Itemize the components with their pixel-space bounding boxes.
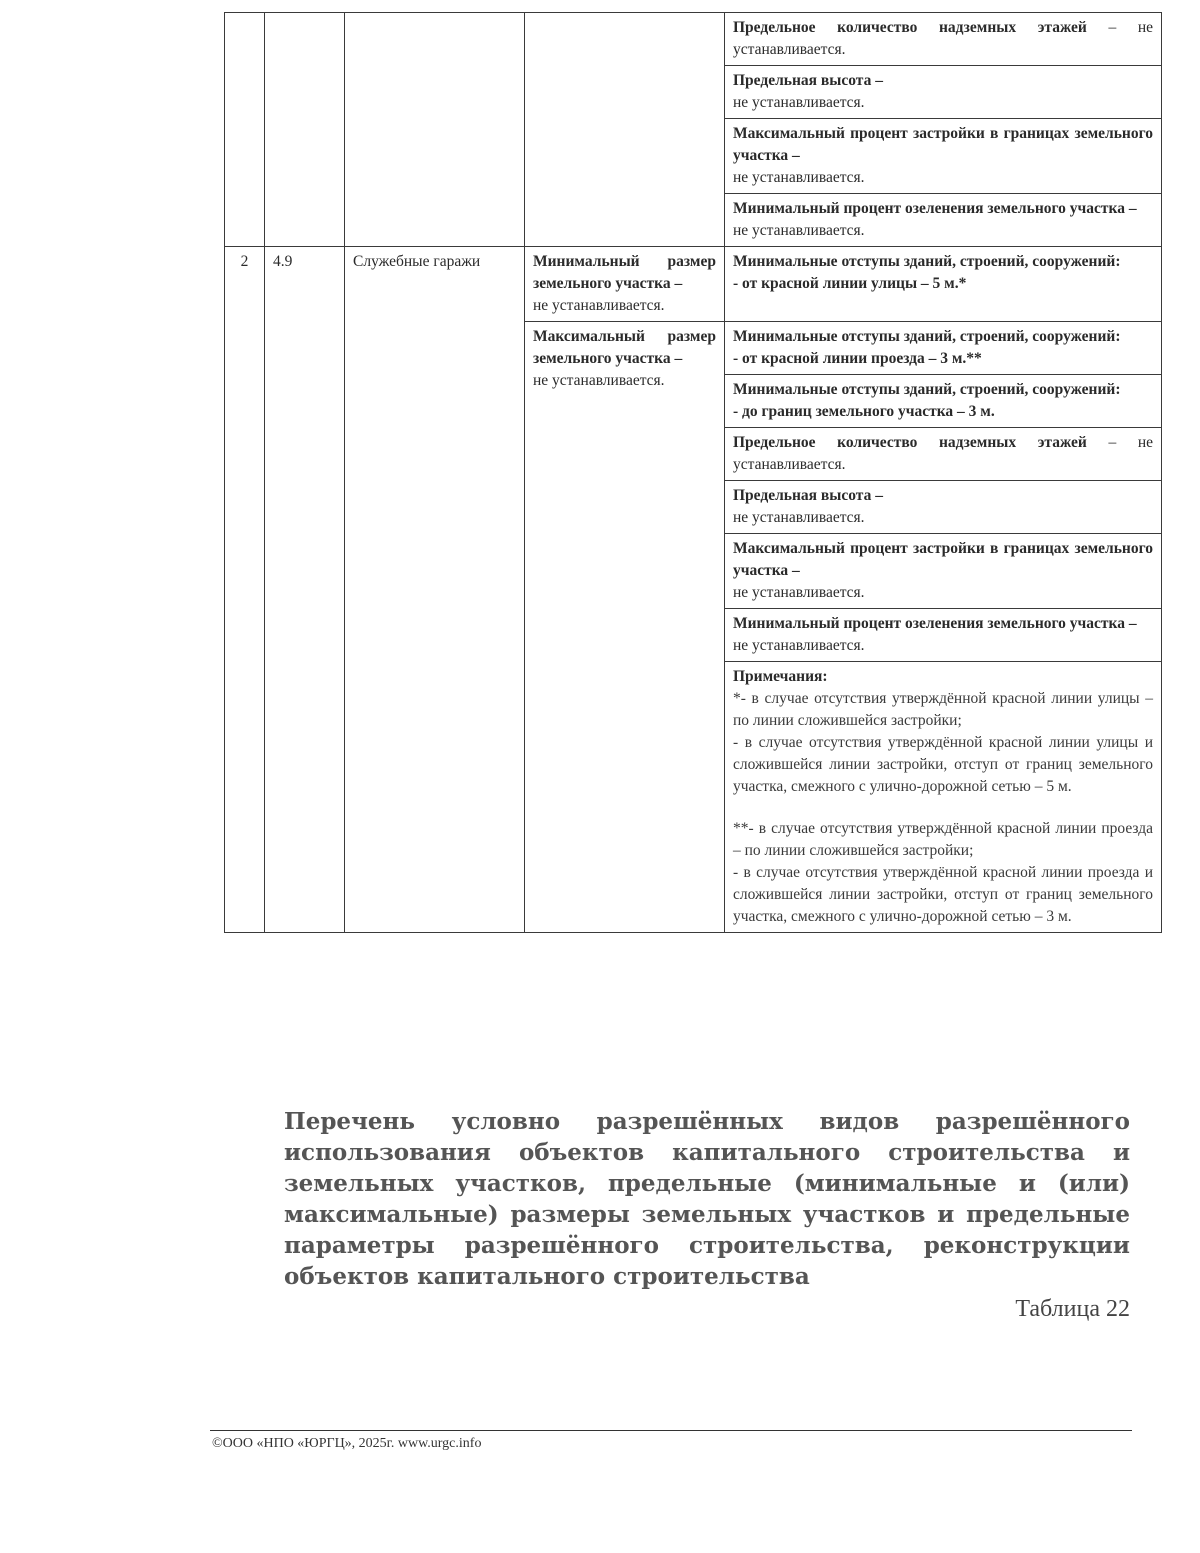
param-cell: Максимальный процент застройки в границах земельного участка – не устанавливается. bbox=[725, 119, 1162, 194]
row-code: 4.9 bbox=[265, 247, 345, 933]
max-size-cell: Максимальный размер земельного участка – не устанавливается. bbox=[525, 322, 725, 933]
param-cell: Минимальный процент озеленения земельного участка – не устанавливается. bbox=[725, 194, 1162, 247]
param-cell: Предельная высота – не устанавливается. bbox=[725, 481, 1162, 534]
note-paragraph: **- в случае отсутствия утверждённой красной линии проезда – по линии сложившейся застройки; bbox=[733, 820, 1153, 859]
param-cell: Минимальные отступы зданий, строений, сооружений: - от красной линии улицы – 5 м.* bbox=[725, 247, 1162, 322]
note-paragraph: - в случае отсутствия утверждённой красной линии улицы и сложившейся линии застройки, отступ от границ земельного участка, смежного с улично-дорожной сетью – 5 м. bbox=[733, 734, 1153, 795]
param-cell: Минимальные отступы зданий, строений, сооружений: - до границ земельного участка – 3 м. bbox=[725, 375, 1162, 428]
param-cell: Минимальные отступы зданий, строений, сооружений: - от красной линии проезда – 3 м.** bbox=[725, 322, 1162, 375]
param-cell: Предельное количество надземных этажей – не устанавливается. bbox=[725, 13, 1162, 66]
cell-name-empty bbox=[345, 13, 525, 247]
footer-divider bbox=[210, 1430, 1132, 1431]
cell-num-empty bbox=[225, 13, 265, 247]
notes-title: Примечания: bbox=[733, 668, 828, 685]
table-row bbox=[225, 13, 1162, 66]
regulations-table bbox=[224, 12, 1162, 933]
section-heading: Перечень условно разрешённых видов разрешённого использования объектов капитального строительства и земельных участков, предельные (минимальные и (или) максимальные) размеры земельных участков и предельные параметры разрешённого строительства, реконструкции объектов капитального строительства bbox=[284, 1108, 1130, 1290]
cell-code-empty bbox=[265, 13, 345, 247]
table-number-label: Таблица 22 bbox=[1015, 1296, 1130, 1322]
table-row bbox=[225, 247, 1162, 322]
note-paragraph: - в случае отсутствия утверждённой красной линии проезда и сложившейся линии застройки, отступ от границ земельного участка, смежного с улично-дорожной сетью – 3 м. bbox=[733, 864, 1153, 925]
param-cell: Минимальный процент озеленения земельного участка – не устанавливается. bbox=[725, 609, 1162, 662]
min-size-cell: Минимальный размер земельного участка – не устанавливается. bbox=[525, 247, 725, 322]
row-number: 2 bbox=[225, 247, 265, 933]
footer-copyright: ©ООО «НПО «ЮРГЦ», 2025г. www.urgc.info bbox=[212, 1436, 482, 1451]
row-use-name: Служебные гаражи bbox=[345, 247, 525, 933]
notes-cell bbox=[725, 662, 1162, 933]
note-paragraph: *- в случае отсутствия утверждённой красной линии улицы – по линии сложившейся застройки; bbox=[733, 690, 1153, 729]
param-cell: Предельное количество надземных этажей – не устанавливается. bbox=[725, 428, 1162, 481]
param-cell: Предельная высота – не устанавливается. bbox=[725, 66, 1162, 119]
cell-size-empty bbox=[525, 13, 725, 247]
param-cell: Максимальный процент застройки в границах земельного участка – не устанавливается. bbox=[725, 534, 1162, 609]
